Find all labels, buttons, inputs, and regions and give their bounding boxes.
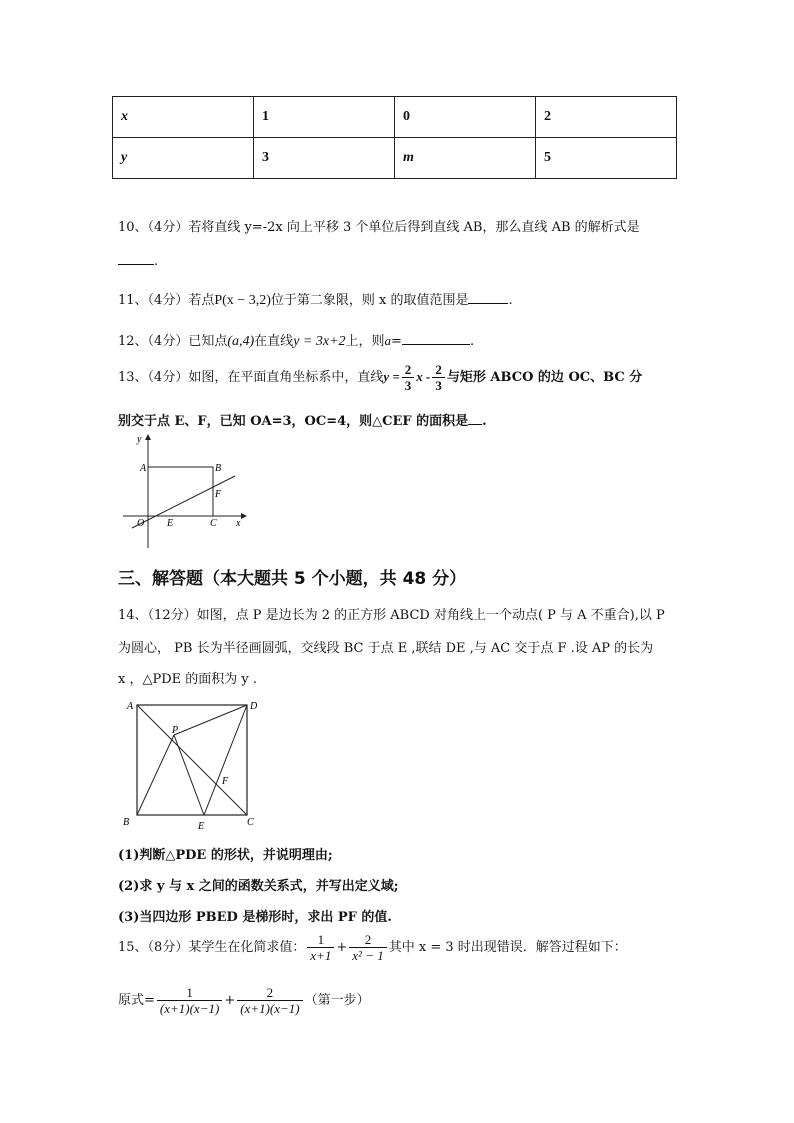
math-point: P(x − 3,2) [214, 293, 271, 308]
math-variable: a [384, 333, 392, 348]
question-14-part2: (2)求 y 与 x 之间的函数关系式，并写出定义域; [118, 879, 399, 894]
question-15-step1 [118, 985, 370, 1016]
axis-label-x: x [236, 518, 241, 529]
question-14-part1: (1)判断△PDE 的形状，并说明理由; [118, 848, 333, 863]
question-number: 12、（4分） [118, 334, 189, 349]
question-14-line3: x ，△PDE 的面积为 y . [118, 672, 257, 687]
period: . [482, 414, 487, 429]
question-text: 若将直线 y=-2x 向上平移 3 个单位后得到直线 AB，那么直线 AB 的解析式是 [188, 220, 640, 235]
point-label-e: E [167, 518, 174, 529]
table-cell: y [113, 138, 254, 179]
denominator: (x+1)(x−1) [159, 1001, 220, 1016]
point-label-p: P [172, 725, 179, 736]
table-cell: 2 [536, 97, 677, 138]
fraction [349, 932, 386, 963]
fraction [402, 362, 415, 393]
segment-pe [174, 735, 204, 815]
numerator: 1 [157, 985, 222, 1001]
question-text: 15、（8分）某学生在化简求值： [118, 940, 306, 955]
fraction [157, 985, 222, 1016]
question-number: 13、（4分） [118, 370, 189, 385]
period: . [154, 254, 159, 269]
denominator: 3 [435, 378, 442, 393]
point-label-b: B [123, 817, 130, 828]
table-row [113, 138, 677, 179]
numerator: 1 [307, 932, 334, 948]
point-label-c: C [210, 518, 217, 529]
denominator: 3 [404, 378, 412, 393]
equals-sign: = [391, 334, 402, 349]
numerator: 2 [402, 362, 415, 378]
line-ef [132, 476, 235, 528]
table-cell: m [395, 138, 536, 179]
y-axis-arrow-icon [145, 434, 151, 440]
period: . [469, 334, 475, 349]
point-label-f: F [215, 489, 222, 500]
table-cell: x [113, 97, 254, 138]
numerator: 2 [237, 985, 302, 1001]
table-cell: 5 [536, 138, 677, 179]
point-label-f: F [222, 776, 229, 787]
plus-sign: + [224, 993, 236, 1008]
denominator: x+1 [310, 948, 332, 963]
numerator: 2 [349, 932, 386, 948]
axis-label-y: y [137, 434, 142, 445]
numerator: 2 [432, 362, 445, 378]
x-axis-arrow-icon [241, 513, 247, 519]
question-13-line2 [118, 410, 487, 429]
question-14-part3: (3)当四边形 PBED 是梯形时，求出 PF 的值. [118, 910, 392, 925]
denominator: (x+1)(x−1) [240, 1001, 300, 1016]
table-row [113, 97, 677, 138]
segment-de [204, 705, 247, 815]
question-number: 10、（4分） [118, 220, 189, 235]
diagonal-ac [137, 705, 247, 815]
question-14-line2: 为圆心， PB 长为半径画圆弧，交线段 BC 于点 E ,联结 DE ,与 AC 交于点 F .设 AP 的长为 [118, 641, 654, 656]
value-table [112, 96, 677, 179]
fraction [237, 985, 302, 1016]
question-text: 已知点 [188, 334, 228, 349]
point-label-d: D [250, 701, 258, 712]
point-label-e: E [198, 821, 205, 832]
point-label-o: O [137, 518, 145, 529]
plus-sign: + [336, 940, 348, 955]
segment-pd [174, 705, 247, 735]
denominator: x² − 1 [352, 948, 384, 963]
question-12 [118, 330, 474, 350]
answer-blank[interactable] [118, 252, 154, 265]
question-text: 位于第二象限，则 x 的取值范围是 [270, 293, 469, 308]
question-text: 如图，在平面直角坐标系中，直线 [188, 370, 384, 385]
math-point: (a,4) [227, 334, 255, 349]
point-label-b: B [215, 463, 222, 474]
question-10-answer-line [118, 252, 158, 269]
question-text: 与矩形 ABCO 的边 OC、BC 分 [446, 370, 643, 385]
point-label-a: A [127, 701, 134, 712]
point-label-a: A [140, 463, 147, 474]
fraction [432, 362, 445, 393]
math-text: x - [416, 369, 431, 384]
question-15 [118, 932, 627, 963]
question-text: 其中 x = 3 时出现错误．解答过程如下： [388, 940, 627, 955]
math-equation: y = 3x+2 [293, 334, 346, 349]
point-label-c: C [247, 817, 254, 828]
question-11 [118, 289, 513, 309]
question-14-line1: 14、（12分）如图，点 P 是边长为 2 的正方形 ABCD 对角线上一个动点( P 与 A 不重合),以 P [118, 608, 665, 623]
answer-blank[interactable] [468, 291, 508, 304]
period: . [508, 293, 513, 308]
math-text: y = [383, 369, 400, 384]
question-text: 若点 [188, 293, 215, 308]
table-cell: 0 [395, 97, 536, 138]
section-heading: 三、解答题（本大题共 5 个小题，共 48 分） [118, 569, 467, 589]
question-text: 上，则 [345, 334, 385, 349]
table-cell: 1 [254, 97, 395, 138]
answer-blank[interactable] [468, 412, 482, 425]
segment-pb [137, 735, 174, 815]
fraction [307, 932, 334, 963]
question-text: 原式= [118, 993, 155, 1008]
step-label: （第一步） [304, 993, 370, 1008]
question-text: 在直线 [254, 334, 294, 349]
question-10 [118, 216, 640, 235]
coordinate-figure [115, 430, 255, 552]
answer-blank[interactable] [402, 332, 470, 345]
square-figure [118, 695, 268, 835]
question-13 [118, 362, 642, 393]
question-text: 别交于点 E、F，已知 OA=3，OC=4，则△CEF 的面积是 [118, 414, 469, 429]
table-cell: 3 [254, 138, 395, 179]
question-number: 11、（4分） [118, 293, 189, 308]
